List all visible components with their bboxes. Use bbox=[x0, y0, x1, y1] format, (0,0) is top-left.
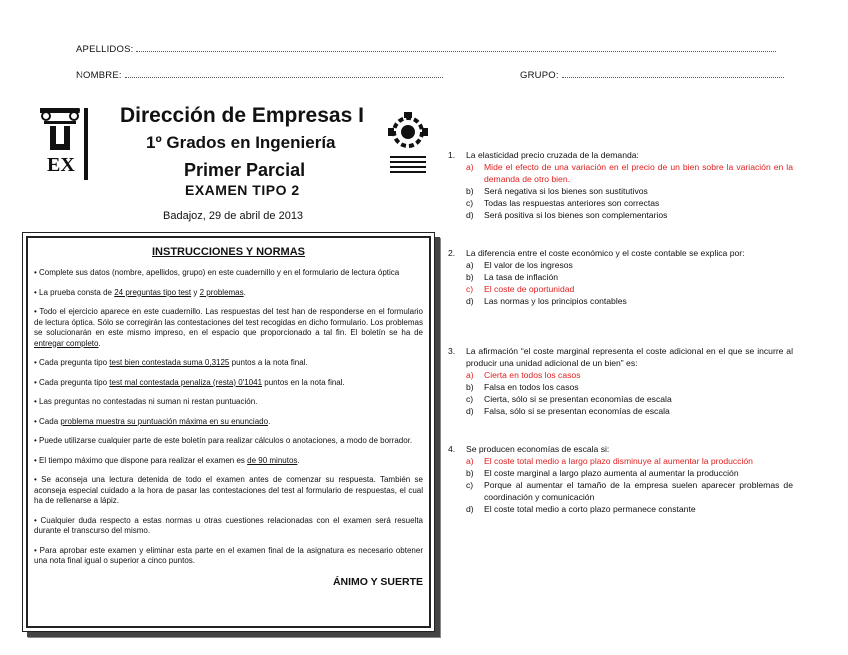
instruction-emphasis: test mal contestada penaliza (resta) 0'1041 bbox=[109, 377, 263, 387]
apellidos-field[interactable] bbox=[76, 42, 788, 55]
option-text: Porque al aumentar el tamaño de la empresa suelen aparecer problemas de coordinación y comunicación bbox=[484, 480, 793, 502]
instruction-text: • Complete sus datos (nombre, apellidos, grupo) en este cuadernillo y en el formulario de lectura óptica bbox=[34, 268, 400, 277]
instruction-text: puntos en la nota final. bbox=[262, 377, 345, 387]
instruction-text: . bbox=[98, 338, 101, 348]
option-text: Será negativa si los bienes son sustitutivos bbox=[484, 186, 648, 196]
option-text: El coste total medio a corto plazo permanece constante bbox=[484, 504, 696, 514]
question-text bbox=[448, 149, 793, 161]
instruction-item bbox=[34, 546, 423, 567]
grupo-field[interactable] bbox=[520, 68, 784, 81]
option-letter: c) bbox=[466, 198, 474, 208]
answer-option[interactable] bbox=[448, 503, 793, 515]
answer-option[interactable] bbox=[448, 381, 793, 393]
instruction-item bbox=[34, 307, 423, 349]
instruction-emphasis: 24 preguntas tipo test bbox=[114, 287, 192, 297]
answer-option[interactable] bbox=[448, 295, 793, 307]
instruction-item bbox=[34, 456, 423, 467]
instruction-text: • Todo el ejercicio aparece en este cuadernillo. Las respuestas del test han de responderse en el formulario de lectura óptica. Sólo se corregirán las contestaciones del test recogidas en dicho formulario. Los problemas se solucionarán en este mismo impreso, en el espacio que proporcionado a tal fin. El boletín se ha de bbox=[34, 307, 423, 337]
instruction-item bbox=[34, 516, 423, 537]
instruction-text: • Cada bbox=[34, 416, 61, 426]
logo-initials-ex: EX bbox=[47, 154, 75, 176]
instruction-text: • Cualquier duda respecto a estas normas u otras cuestiones relacionadas con el examen será resuelta durante el transcurso del mismo. bbox=[34, 515, 423, 535]
question-statement: La diferencia entre el coste económico y el coste contable se explica por: bbox=[466, 248, 745, 258]
answer-option[interactable] bbox=[448, 209, 793, 221]
question-2 bbox=[448, 247, 793, 307]
option-text: Todas las respuestas anteriores son correctas bbox=[484, 198, 660, 208]
option-text: El coste total medio a largo plazo disminuye al aumentar la producción bbox=[484, 456, 753, 466]
answer-option[interactable] bbox=[448, 467, 793, 479]
instruction-text: y bbox=[191, 287, 200, 297]
instruction-emphasis: entregar completo bbox=[34, 338, 99, 348]
exam-date: Badajoz, 29 de abril de 2013 bbox=[163, 210, 304, 222]
answer-option[interactable] bbox=[448, 185, 793, 197]
option-letter: d) bbox=[466, 296, 474, 306]
option-text: La tasa de inflación bbox=[484, 272, 559, 282]
option-text: Cierta en todos los casos bbox=[484, 370, 581, 380]
option-letter: c) bbox=[466, 480, 474, 490]
apellidos-label: APELLIDOS: bbox=[76, 44, 134, 55]
instruction-text: puntos a la nota final. bbox=[229, 358, 308, 367]
option-letter: b) bbox=[466, 186, 474, 196]
answer-option[interactable] bbox=[448, 405, 793, 417]
option-letter: c) bbox=[466, 284, 474, 294]
exam-partial: Primer Parcial bbox=[184, 160, 306, 180]
instructions-box bbox=[22, 232, 435, 632]
question-statement: Se producen economías de escala si: bbox=[466, 444, 610, 454]
option-letter: b) bbox=[466, 468, 474, 478]
option-text: El coste de oportunidad bbox=[484, 284, 575, 294]
answer-option[interactable] bbox=[448, 161, 793, 185]
question-statement: La elasticidad precio cruzada de la demanda: bbox=[466, 150, 639, 160]
exam-type: EXAMEN TIPO 2 bbox=[185, 182, 300, 198]
instruction-text: • Cada pregunta tipo bbox=[34, 358, 110, 367]
instruction-item bbox=[34, 436, 423, 447]
course-title: Dirección de Empresas I bbox=[120, 104, 364, 127]
instruction-text: . bbox=[268, 416, 271, 426]
instruction-item bbox=[34, 417, 423, 428]
answer-option[interactable] bbox=[448, 283, 793, 295]
instruction-item bbox=[34, 378, 423, 389]
option-letter: b) bbox=[466, 272, 474, 282]
option-letter: a) bbox=[466, 370, 474, 380]
apellidos-line bbox=[136, 42, 776, 52]
option-letter: a) bbox=[466, 456, 474, 466]
instruction-item bbox=[34, 268, 423, 279]
instructions-list bbox=[34, 268, 423, 567]
answer-option[interactable] bbox=[448, 271, 793, 283]
option-letter: a) bbox=[466, 260, 474, 270]
instruction-item bbox=[34, 397, 423, 408]
option-letter: a) bbox=[466, 162, 474, 172]
option-text: Falsa, sólo si se presentan economías de escala bbox=[484, 406, 670, 416]
instruction-emphasis: problema muestra su puntuación máxima en su enunciado bbox=[60, 416, 269, 426]
instruction-item bbox=[34, 358, 423, 369]
nombre-label: NOMBRE: bbox=[76, 70, 122, 81]
instruction-text: • Cada pregunta tipo bbox=[34, 377, 110, 387]
question-text bbox=[448, 443, 793, 455]
option-letter: d) bbox=[466, 504, 474, 514]
option-text: Las normas y los principios contables bbox=[484, 296, 627, 306]
answer-option[interactable] bbox=[448, 479, 793, 503]
question-number: 4. bbox=[448, 444, 456, 454]
instruction-text: • La prueba consta de bbox=[34, 287, 115, 297]
grupo-label: GRUPO: bbox=[520, 70, 559, 81]
instruction-item bbox=[34, 288, 423, 299]
closing-text: ÁNIMO Y SUERTE bbox=[332, 575, 423, 588]
answer-option[interactable] bbox=[448, 369, 793, 381]
instruction-text: . bbox=[243, 287, 246, 297]
instruction-text: • Para aprobar este examen y eliminar esta parte en el examen final de la asignatura es necesario obtener una nota final igual o superior a cinco puntos. bbox=[34, 545, 423, 565]
option-text: El coste marginal a largo plazo aumenta al aumentar la producción bbox=[484, 468, 739, 478]
instruction-emphasis: 2 problemas bbox=[199, 287, 244, 297]
option-text: El valor de los ingresos bbox=[484, 260, 573, 270]
question-text bbox=[448, 247, 793, 259]
instruction-text: • Las preguntas no contestadas ni suman ni restan puntuación. bbox=[34, 397, 258, 406]
question-1 bbox=[448, 149, 793, 221]
answer-option[interactable] bbox=[448, 259, 793, 271]
logo-side-text: UNIVERSIDAD DE EXTREMADURA bbox=[78, 72, 83, 138]
instruction-emphasis: de 90 minutos bbox=[247, 455, 298, 465]
option-text: Será positiva si los bienes son complementarios bbox=[484, 210, 668, 220]
option-text: Falsa en todos los casos bbox=[484, 382, 579, 392]
instruction-text: . bbox=[297, 455, 300, 465]
question-number: 2. bbox=[448, 248, 456, 258]
nombre-line bbox=[125, 68, 443, 78]
question-number: 1. bbox=[448, 150, 456, 160]
question-text bbox=[448, 345, 793, 369]
question-4 bbox=[448, 443, 793, 515]
question-number: 3. bbox=[448, 346, 456, 356]
instructions-inner bbox=[26, 236, 431, 628]
question-3 bbox=[448, 345, 793, 417]
nombre-field[interactable] bbox=[76, 68, 443, 81]
instruction-text: • Se aconseja una lectura detenida de todo el examen antes de comenzar su respuesta. También se aconseja especial cuidado a la hora de pasar las contestaciones del test al formulario de respuestas, el cual ha de rellenarse a lápiz. bbox=[34, 475, 423, 505]
gear-icon bbox=[384, 110, 432, 182]
option-letter: c) bbox=[466, 394, 474, 404]
option-letter: d) bbox=[466, 406, 474, 416]
course-subtitle: 1º Grados en Ingeniería bbox=[146, 133, 336, 152]
grupo-line bbox=[562, 68, 784, 78]
university-logo bbox=[38, 72, 100, 182]
instruction-item bbox=[34, 475, 423, 507]
answer-option[interactable] bbox=[448, 197, 793, 209]
answer-option[interactable] bbox=[448, 393, 793, 405]
instruction-text: • Puede utilizarse cualquier parte de este boletín para realizar cálculos o anotaciones, a modo de borrador. bbox=[34, 436, 413, 445]
answer-option[interactable] bbox=[448, 455, 793, 467]
option-letter: d) bbox=[466, 210, 474, 220]
option-letter: b) bbox=[466, 382, 474, 392]
instruction-text: • El tiempo máximo que dispone para realizar el examen es bbox=[34, 455, 248, 465]
instruction-emphasis: test bien contestada suma 0,3125 bbox=[109, 358, 230, 367]
option-text: Mide el efecto de una variación en el precio de un bien sobre la variación en la demanda de otro bien. bbox=[484, 162, 793, 184]
instructions-heading: INSTRUCCIONES Y NORMAS bbox=[151, 246, 305, 258]
option-text: Cierta, sólo si se presentan economías de escala bbox=[484, 394, 672, 404]
school-logo bbox=[384, 110, 432, 182]
question-statement: La afirmación “el coste marginal representa el coste adicional en el que se incurre al producir una unidad adicional de un bien” es: bbox=[466, 346, 793, 368]
